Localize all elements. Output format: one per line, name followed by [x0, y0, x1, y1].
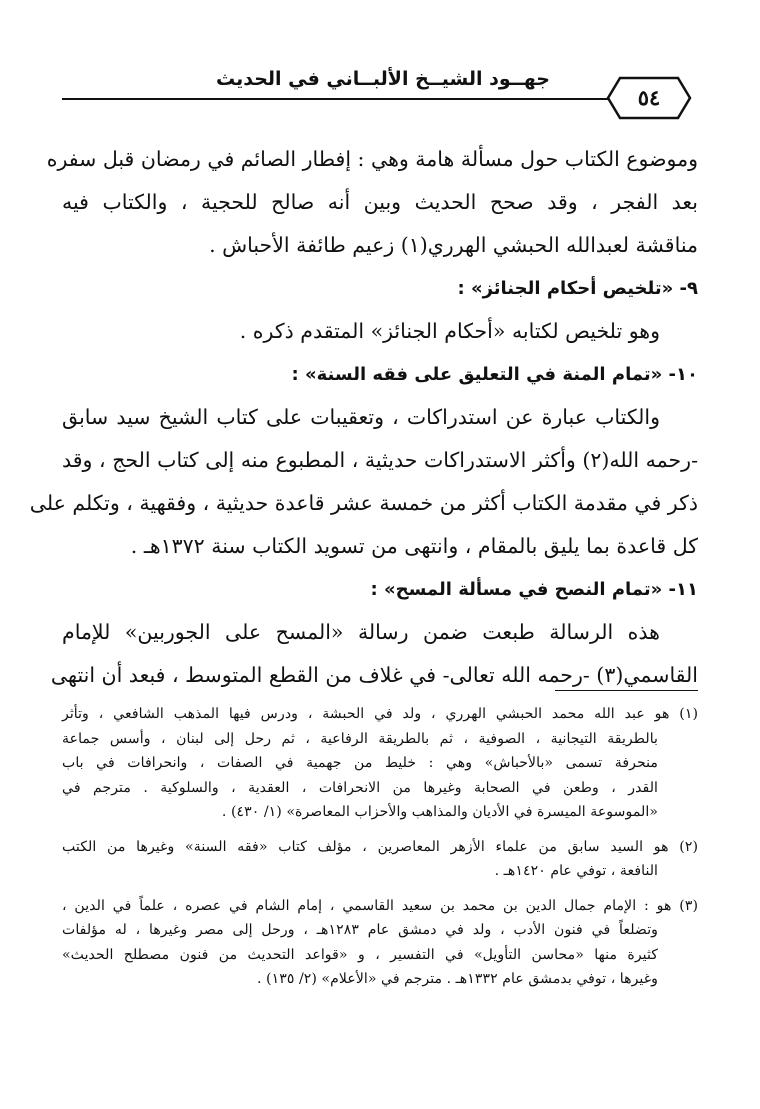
paragraph-line: ذكر في مقدمة الكتاب أكثر من خمسة عشر قاعدة حديثية ، وفقهية ، وتكلم على	[29, 491, 698, 515]
paragraph-line: كل قاعدة بما يليق بالمقام ، وانتهى من تسويد الكتاب سنة ١٣٧٢هـ .	[130, 534, 698, 558]
footnote-line: (٢) هو السيد سابق من علماء الأزهر المعاصرين ، مؤلف كتاب «فقه السنة» وغيرها من الكتب	[62, 838, 698, 855]
footnote-line: وغيرها ، توفي بدمشق عام ١٣٣٢هـ . مترجم في «الأعلام» (٢/ ١٣٥) .	[257, 971, 658, 987]
main-text	[29, 138, 698, 697]
paragraph-line: مناقشة لعبدالله الحبشي الهرري(١) زعيم طائفة الأحباش .	[209, 233, 698, 257]
paragraph-line: هذه الرسالة طبعت ضمن رسالة «المسح على الجوربين» للإمام	[62, 620, 660, 644]
footnote-line: النافعة ، توفي عام ١٤٢٠هـ .	[494, 863, 658, 879]
paragraph-line: القاسمي(٣) -رحمه الله تعالى- في غلاف من القطع المتوسط ، فبعد أن انتهى	[50, 663, 698, 687]
running-header-title: جهــود الشيــخ الألبــاني في الحديث	[215, 68, 550, 90]
header-rule	[62, 98, 618, 100]
footnote-line: وتضلعاً في فنون الأدب ، ولد في دمشق عام ١٢٨٣هـ ، ورحل إلى مصر وغيرها ، له مؤلفات	[62, 922, 659, 938]
footnote-1	[62, 702, 698, 825]
footnote-line: كثيرة منها «محاسن التأويل» في التفسير ، و «قواعد التحديث من فنون مصطلح الحديث»	[62, 946, 658, 963]
footnote-line: القدر ، وطعن في الصحابة وغيرها من الانحرافات ، العقدية ، والسلوكية . مترجم في	[62, 779, 658, 796]
footnote-line: بالطريقة التيجانية ، الصوفية ، ثم بالطريقة الرفاعية ، ثم رحل إلى لبنان ، وأسس جماعة	[62, 730, 658, 747]
section-heading-9: ٩- «تلخيص أحكام الجنائز» :	[457, 278, 698, 299]
paragraph-line: بعد الفجر ، وقد صحح الحديث وبين أنه صالح للحجية ، والكتاب فيه	[62, 190, 698, 214]
section-heading-10: ١٠- «تمام المنة في التعليق على فقه السنة» :	[291, 364, 698, 385]
section-heading-11: ١١- «تمام النصح في مسألة المسح» :	[370, 579, 698, 600]
footnotes	[62, 702, 698, 992]
paragraph-line: والكتاب عبارة عن استدراكات ، وتعقيبات على كتاب الشيخ سيد سابق	[62, 405, 660, 429]
page-number-badge	[606, 74, 692, 122]
footnote-line: «الموسوعة الميسرة في الأديان والمذاهب والأحزاب المعاصرة» (١/ ٤٣٠) .	[221, 804, 658, 820]
page-number: ٥٤	[637, 85, 661, 110]
footnote-2	[62, 835, 698, 884]
paragraph-line: وهو تلخيص لكتابه «أحكام الجنائز» المتقدم ذكره .	[239, 319, 660, 343]
paragraph-line: وموضوع الكتاب حول مسألة هامة وهي : إفطار الصائم في رمضان قبل سفره	[46, 147, 698, 171]
footnote-line: (٣) هو : الإمام جمال الدين بن محمد بن سعيد القاسمي ، إمام الشام في عصره ، علماً في الدين ،	[62, 897, 698, 914]
paragraph-line: -رحمه الله(٢) وأكثر الاستدراكات حديثية ، المطبوع منه إلى كتاب الحج ، وقد	[62, 448, 698, 472]
footnote-line: (١) هو عبد الله محمد الحبشي الهرري ، ولد في الحبشة ، ودرس فيها المذهب الشافعي ، وتأثر	[62, 706, 698, 722]
footnote-3	[62, 894, 698, 992]
footnote-line: منحرفة تسمى «بالأحباش» وهي : خليط من جهمية في الصفات ، وانحرافات في باب	[62, 755, 658, 771]
footnote-separator	[555, 690, 698, 691]
